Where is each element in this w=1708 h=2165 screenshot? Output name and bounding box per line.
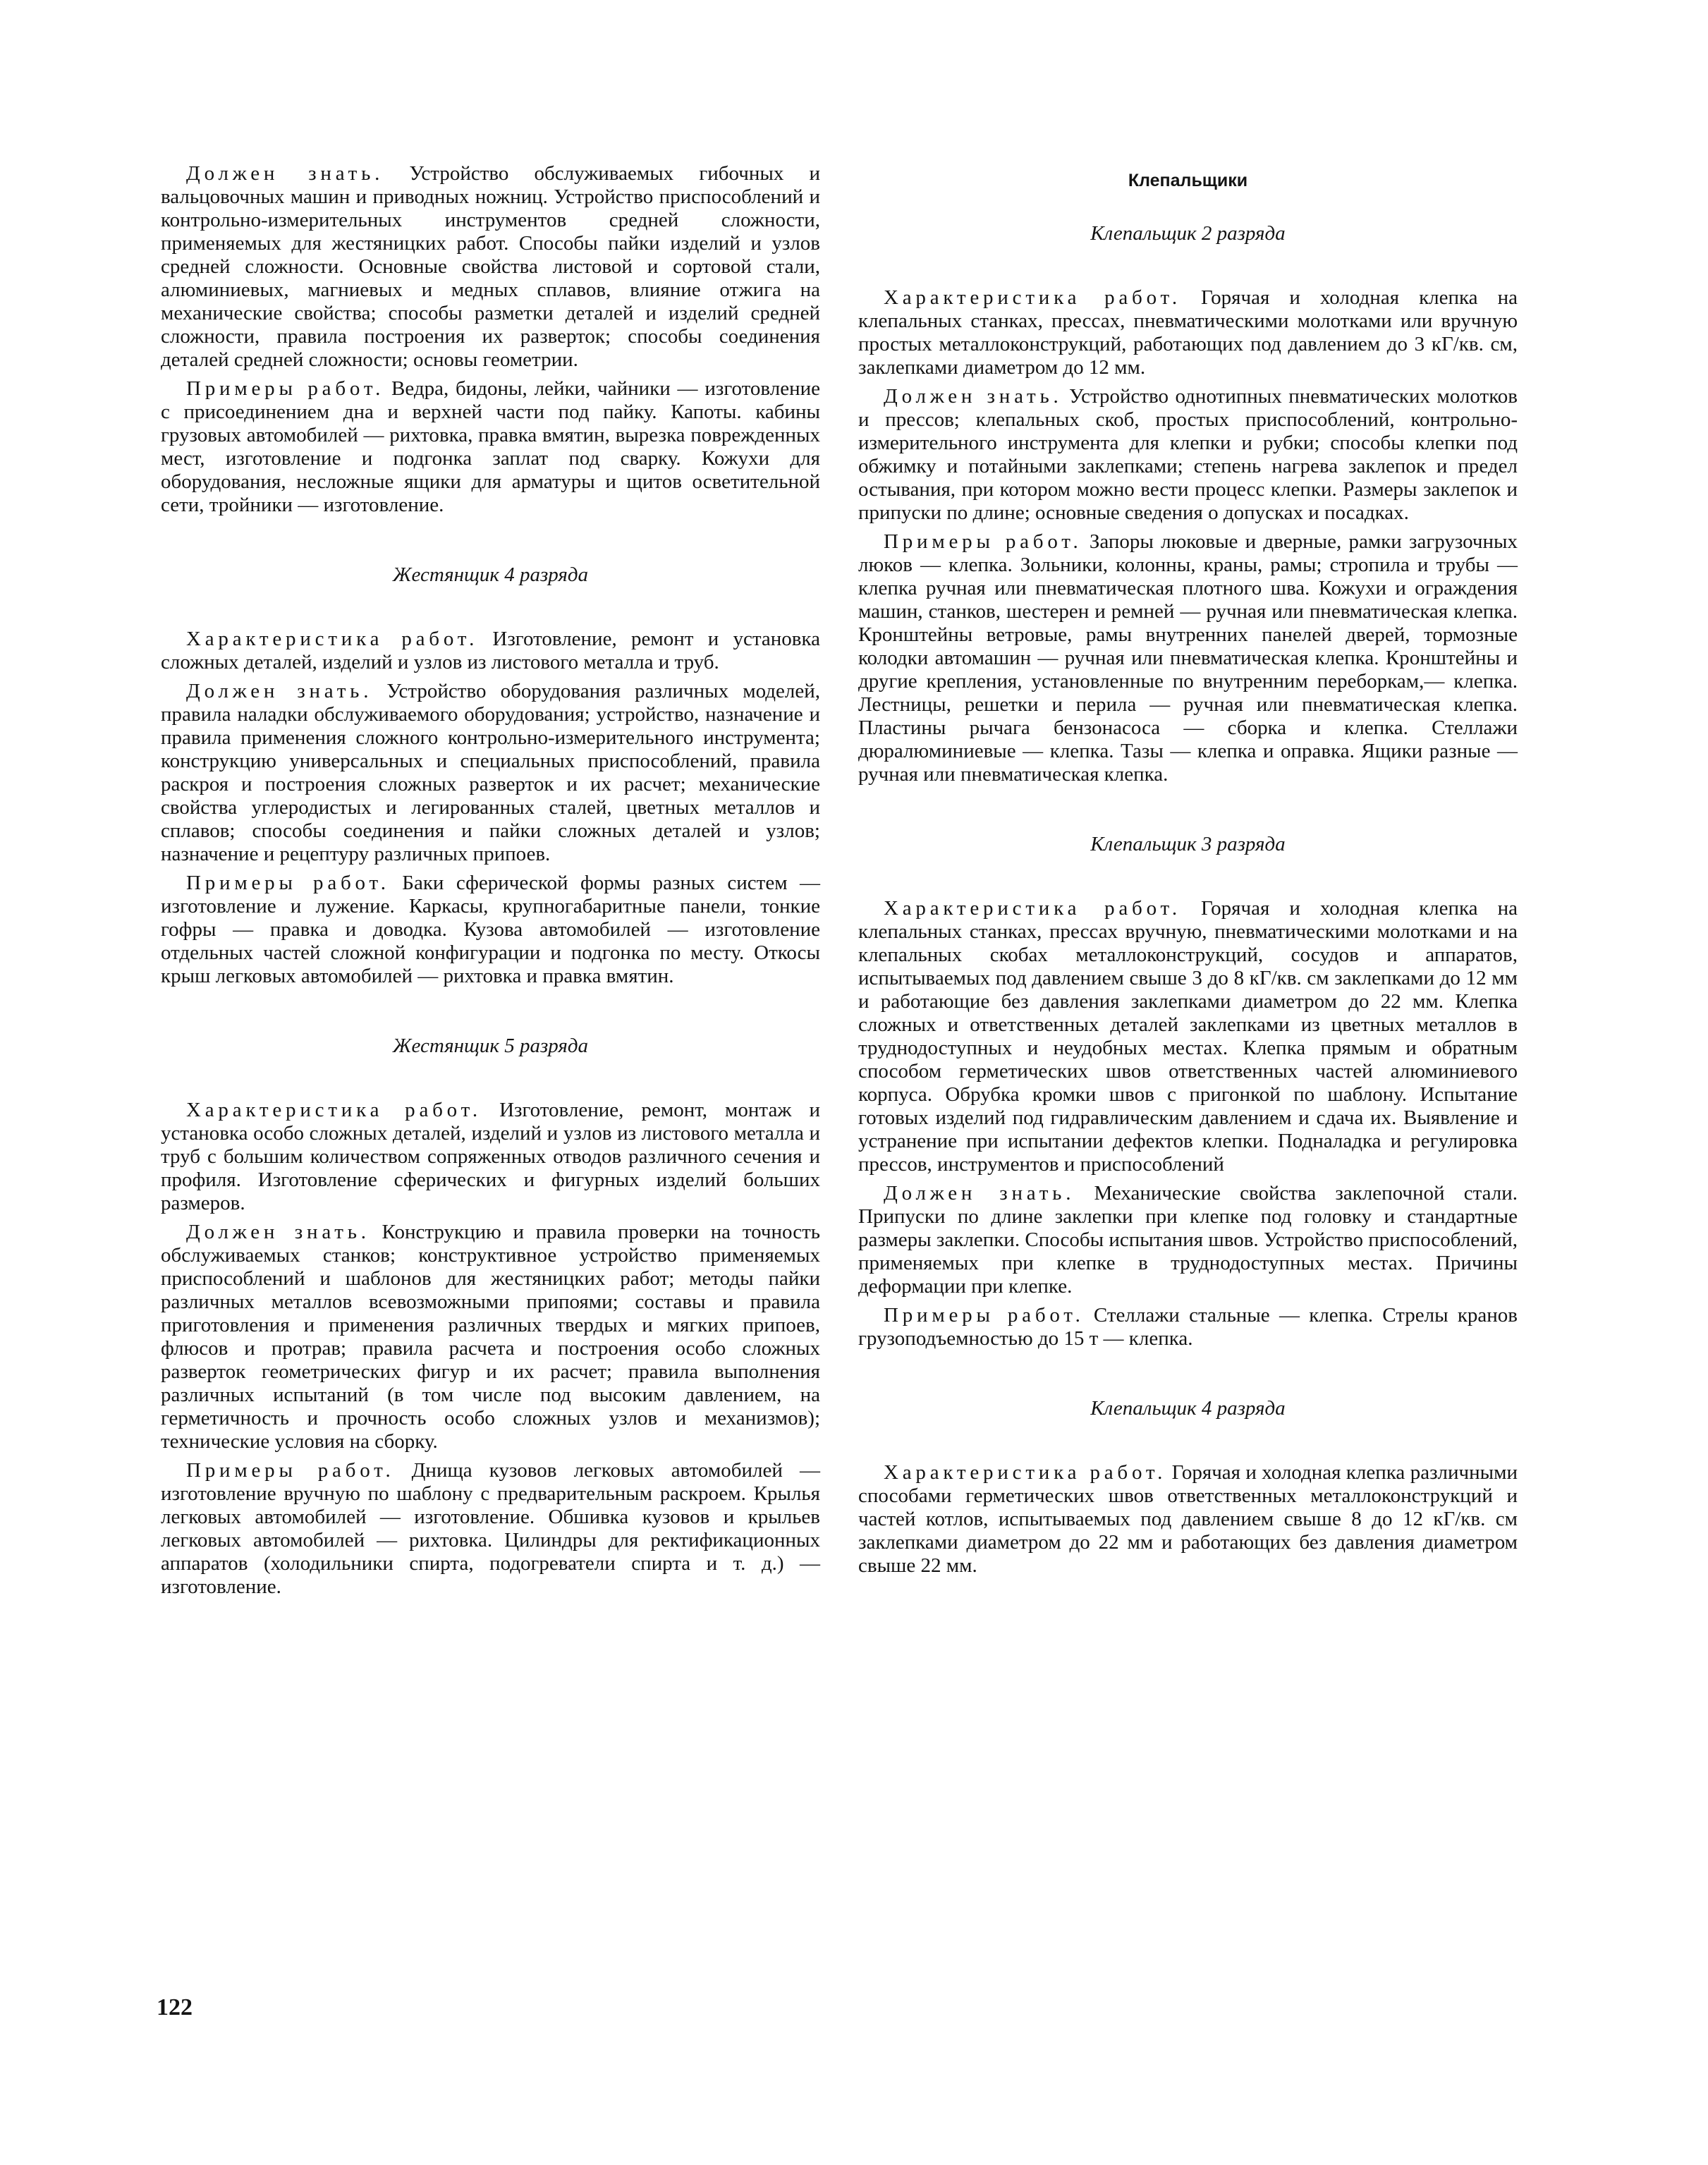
paragraph-lead: Характеристика работ. [186, 1099, 482, 1121]
paragraph-lead: Должен знать. [186, 162, 384, 185]
paragraph [858, 385, 1518, 525]
paragraph-text: Механические свойства заклепочной стали. Припуски по длине заклепки при клепке под головку и стандартные размеры заклепки. Способы испытания швов. Устройство приспособлений, применяемых при клепке в труднодоступных местах. Причины деформации при клепке. [858, 1182, 1518, 1298]
paragraph-lead: Примеры работ. [186, 377, 385, 400]
paragraph-lead: Должен знать. [884, 1182, 1075, 1205]
paragraph-lead: Характеристика работ. [186, 628, 479, 650]
paragraph-text: Днища кузовов легковых автомобилей — изготовление вручную по шаблону с предварительным раскроем. Крылья легковых автомобилей — изготовление. Обшивка кузовов и крыльев легковых автомобилей — рихтовка. Цилиндры для ректификационных аппаратов (холодильники спирта, подогреватели спирта и т. д.) — изготовление. [161, 1459, 820, 1598]
paragraph-text: Стеллажи стальные — клепка. Стрелы кранов грузоподъемностью до 15 т — клепка. [858, 1304, 1518, 1350]
paragraph [858, 286, 1518, 379]
paragraph [858, 1461, 1518, 1578]
subheading-klepalshchik-4: Клепальщик 4 разряда [1090, 1397, 1286, 1420]
section-title: Клепальщики [1128, 171, 1248, 190]
paragraph [161, 1099, 820, 1215]
paragraph-lead: Характеристика работ. [884, 1461, 1167, 1484]
left-column [161, 162, 820, 1604]
paragraph-text: Горячая и холодная клепка на клепальных станках, прессах, пневматическими молотками или вручную простых металлоконструкций, работающих под давлением до 3 кГ/кв. см, заклепками диаметром до 12 мм. [858, 286, 1518, 379]
paragraph-text: Запоры люковые и дверные, рамки загрузочных люков — клепка. Зольники, колонны, краны, рамы; стропила и трубы — клепка ручная или пневматическая плотного шва. Кожухи и ограждения машин, станков, шестерен и ремней — ручная или пневматическая клепка. Кронштейны ветровые, рамы внутренних панелей дверей, тормозные колодки автомашин — ручная или пневматическая клепка. Кронштейны и другие крепления, установленные по внутренним переборкам,— клепка. Лестницы, решетки и перила — ручная или пневматическая клепка. Пластины рычага бензонасоса — сборка и клепка. Стеллажи дюралюминиевые — клепка. Тазы — клепка и оправка. Ящики разные — ручная или пневматическая клепка. [858, 530, 1518, 786]
paragraph-text: Горячая и холодная клепка различными способами герметических швов ответственных металлоконструкций и частей котлов, испытываемых под давлением свыше 8 до 12 кГ/кв. см заклепками диаметром до 22 мм и работающих без давления диаметром свыше 22 мм. [858, 1461, 1518, 1577]
paragraph-text: Устройство оборудования различных моделей, правила наладки обслуживаемого оборудования; устройство, назначение и правила применения сложного контрольно-измерительного инструмента; конструкцию универсальных и специальных приспособлений, правила раскроя и построения сложных разверток и их расчет; механические свойства углеродистых и легированных сталей, цветных металлов и сплавов; способы соединения и пайки сложных деталей и узлов; назначение и рецептуру различных припоев. [161, 680, 821, 865]
right-column [858, 162, 1518, 1583]
paragraph [161, 377, 820, 517]
subheading-klepalshchik-3: Клепальщик 3 разряда [1090, 833, 1286, 855]
paragraph [858, 897, 1518, 1176]
subheading-klepalshchik-2: Клепальщик 2 разряда [1090, 222, 1286, 245]
paragraph-text: Изготовление, ремонт и установка сложных деталей, изделий и узлов из листового металла и труб. [161, 628, 820, 673]
paragraph-lead: Примеры работ. [186, 1459, 395, 1482]
paragraph-lead: Примеры работ. [884, 1304, 1085, 1327]
subheading-zhestyanshchik-5: Жестянщик 5 разряда [392, 1035, 589, 1057]
paragraph-lead: Характеристика работ. [884, 286, 1181, 309]
subheading-zhestyanshchik-4: Жестянщик 4 разряда [392, 563, 589, 586]
paragraph [161, 680, 820, 866]
paragraph [858, 1304, 1518, 1350]
paragraph [858, 530, 1518, 786]
paragraph-lead: Должен знать. [884, 385, 1063, 408]
paragraph [161, 628, 820, 674]
page-number: 122 [157, 1994, 193, 2020]
paragraph-text: Баки сферической формы разных систем — изготовление и лужение. Каркасы, крупногабаритные панели, тонкие гофры — правка и доводка. Кузова автомобилей — изготовление отдельных частей сложной конфигурации и подгонка по месту. Откосы крыш легковых автомобилей — рихтовка и правка вмятин. [161, 872, 821, 987]
paragraph [161, 1459, 820, 1599]
paragraph-lead: Должен знать. [186, 1221, 370, 1243]
paragraph-text: Устройство обслуживаемых гибочных и вальцовочных машин и приводных ножниц. Устройство приспособлений и контрольно-измерительных инструментов средней сложности, применяемых для жестяницких работ. Способы пайки изделий и узлов средней сложности. Основные свойства листовой и сортовой стали, алюминиевых, магниевых и медных сплавов, влияние отжига на механические свойства; способы разметки деталей и изделий средней сложности, правила построения их разверток; способы соединения деталей средней сложности; основы геометрии. [161, 162, 821, 371]
paragraph-lead: Характеристика работ. [884, 897, 1181, 920]
paragraph [161, 872, 820, 988]
paragraph-text: Конструкцию и правила проверки на точность обслуживаемых станков; конструктивное устройство применяемых приспособлений и шаблонов для жестяницких работ; методы пайки различных металлов всевозможными припоями; составы и правила приготовления и применения различных твердых и мягких припоев, флюсов и протрав; правила расчета и построения особо сложных разверток геометрических фигур и их расчет; правила выполнения различных испытаний (в том числе под высоким давлением, на герметичность и прочность особо сложных узлов и механизмов); технические условия на сборку. [161, 1221, 821, 1453]
paragraph [161, 1221, 820, 1453]
paragraph-lead: Примеры работ. [186, 872, 390, 894]
paragraph-text: Изготовление, ремонт, монтаж и установка особо сложных деталей, изделий и узлов из листового металла и труб с большим количеством сопряженных отводов различного сечения и профиля. Изготовление сферических и фигурных изделий больших размеров. [161, 1099, 820, 1214]
paragraph [161, 162, 820, 372]
paragraph [858, 1182, 1518, 1298]
paragraph-text: Устройство однотипных пневматических молотков и прессов; клепальных скоб, простых приспособлений, контрольно-измерительного инструмента для клепки и рубки; способы клепки под обжимку и потайными заклепками; степень нагрева заклепок и предел остывания, при котором можно вести процесс клепки. Размеры заклепок и припуски по длине; основные сведения о допусках и посадках. [858, 385, 1518, 524]
paragraph-text: Ведра, бидоны, лейки, чайники — изготовление с присоединением дна и верхней части под пайку. Капоты. кабины грузовых автомобилей — рихтовка, правка вмятин, вырезка поврежденных мест, изготовление и подгонка заплат под сварку. Кожухи для оборудования, несложные ящики для арматуры и щитов осветительной сети, тройники — изготовление. [161, 377, 820, 516]
paragraph-lead: Примеры работ. [884, 530, 1082, 553]
paragraph-text: Горячая и холодная клепка на клепальных станках, прессах вручную, пневматическими молотками и на клепальных скобах металлоконструкций, сосудов и аппаратов, испытываемых под давлением свыше 3 до 8 кГ/кв. см заклепками до 12 мм и работающие без давления заклепками диаметром до 22 мм. Клепка сложных и ответственных деталей заклепками из цветных металлов в труднодоступных и неудобных местах. Клепка прямым и обратным способом герметических швов ответственных частей алюминиевого корпуса. Обрубка кромки швов с пригонкой по шаблону. Испытание готовых изделий под гидравлическим давлением и сдача их. Выявление и устранение при испытании дефектов клепки. Подналадка и регулировка прессов, инструментов и приспособлений [858, 897, 1518, 1176]
paragraph-lead: Должен знать. [186, 680, 373, 702]
